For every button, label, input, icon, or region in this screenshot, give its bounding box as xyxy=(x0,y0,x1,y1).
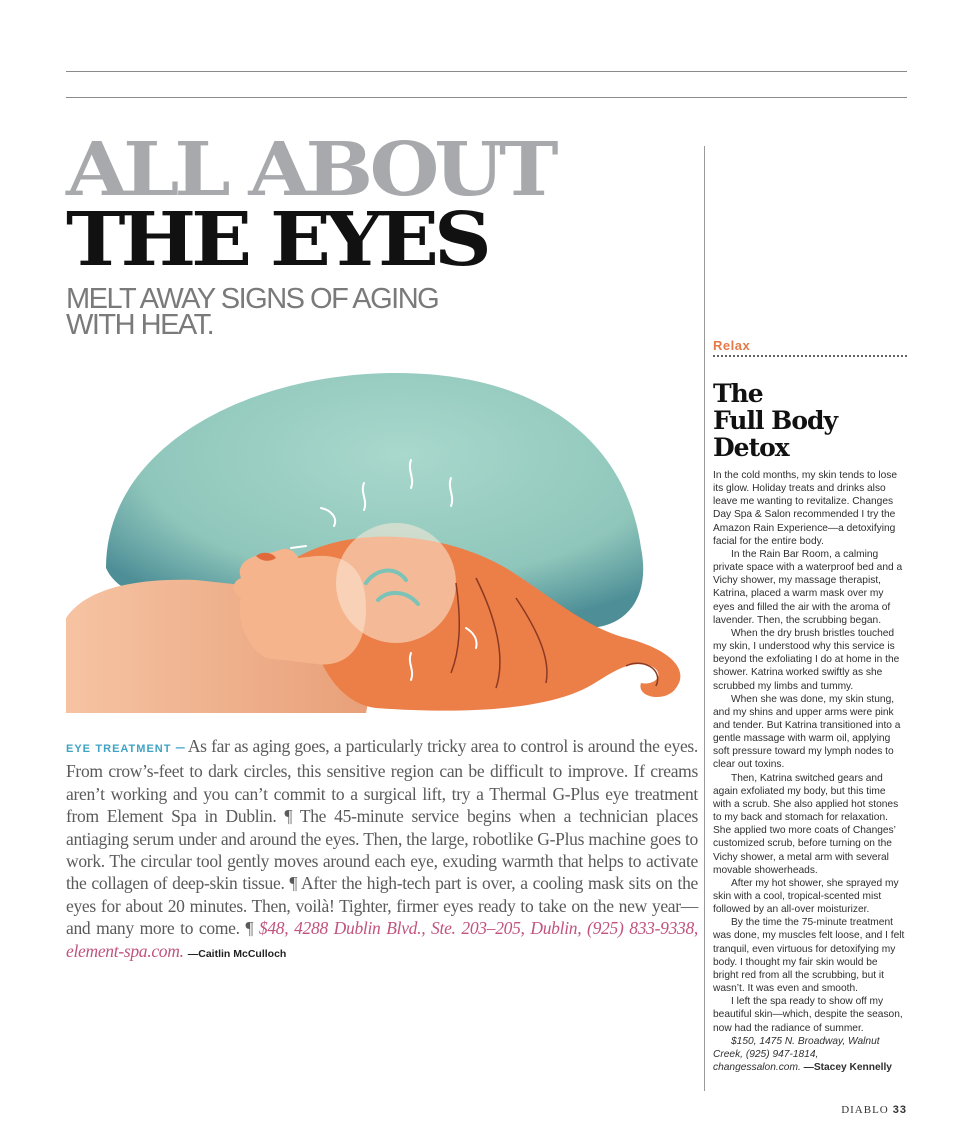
glow-circle xyxy=(336,523,456,643)
folio-page-number: 33 xyxy=(892,1104,907,1116)
dek-line-2: WITH HEAT. xyxy=(66,309,214,341)
sidebar-title xyxy=(713,380,837,461)
feature-body: As far as aging goes, a particularly tricky area to control is around the eyes. From crow’s-feet to dark circles, this sensitive region can be difficult to improve. If creams aren’t working and you can’t commit to a surgical lift, try a Thermal G-Plus eye treatment from Element Spa in Dublin. ¶ The 45-minute service begins when a technician places antiaging serum under and around the eyes. Then, the large, robotlike G-Plus machine goes to work. The circular tool gently moves around each eye, exuding warmth that helps to activate the collagen of deep-skin tissue. ¶ After the high-tech part is over, a cooling mask sits on the eyes for about 20 minutes. Then, voilà! Tighter, firmer eyes ready to take on the new year—and many more to come. ¶ xyxy=(66,736,698,939)
feature-article-text xyxy=(66,735,698,965)
sidebar-info: $150, 1475 N. Broadway, Walnut Creek, (925) 947-1814, changessalon.com. xyxy=(713,1035,880,1074)
sidebar-byline: —Stacey Kennelly xyxy=(803,1062,892,1074)
page-folio xyxy=(841,1104,907,1116)
feature-kicker-dash: – xyxy=(175,736,185,756)
headline-line-1: ALL ABOUT xyxy=(66,125,554,213)
sidebar-paragraph: By the time the 75-minute treatment was done, my muscles felt loose, and I felt tranquil, even virtuous for detoxifying my body. I thought my fair skin would be bright red from all the scrubbing, but it wasn’t. It was even and smooth. xyxy=(713,917,905,995)
headline-line-2: THE EYES xyxy=(66,195,487,283)
sidebar-title-line-1: The xyxy=(713,379,763,408)
sidebar-section-label: Relax xyxy=(713,338,751,353)
sidebar-paragraph: When she was done, my skin stung, and my shins and upper arms were pink and tender. But Katrina transitioned into a gentle massage with warm oil, applying soft pressure toward my lymph nodes to clear out toxins. xyxy=(713,693,901,771)
sidebar-paragraph: Then, Katrina switched gears and again exfoliated my body, but this time with a scrub. She also applied hot stones to my back and stomach for relaxation. She applied two more coats of Changes’ customized scrub, before turning on the Vichy shower, a metal arm with several movable showerheads. xyxy=(713,772,899,876)
sidebar-title-line-3: Detox xyxy=(713,433,789,462)
sidebar-title-line-2: Full Body xyxy=(713,406,837,435)
sidebar-dotted-rule xyxy=(713,355,907,357)
feature-byline: —Caitlin McCulloch xyxy=(187,947,287,960)
sidebar-article-text xyxy=(713,469,905,1074)
column-divider xyxy=(704,146,705,1091)
sidebar-paragraph: When the dry brush bristles touched my skin, I understood why this service is beyond the exfoliating I do at home in the shower. Katrina worked swiftly as she scrubbed my limbs and tummy. xyxy=(713,627,900,692)
reclining-woman-illustration xyxy=(66,368,697,718)
sidebar-info-paragraph xyxy=(713,1035,905,1074)
sidebar-paragraph: In the Rain Bar Room, a calming private space with a waterproof bed and a Vichy shower, my massage therapist, Katrina, placed a warm mask over my eyes and filled the air with the aroma of lavender. Then, the scrubbing began. xyxy=(713,548,903,626)
sidebar-paragraph: After my hot shower, she sprayed my skin with a cool, tropical-scented mist followed by an all-over moisturizer. xyxy=(713,877,899,916)
sidebar-paragraph: In the cold months, my skin tends to lose its glow. Holiday treats and drinks also leave me wanting to revitalize. Changes Day Spa & Salon recommended I try the Amazon Rain Experience—a detoxifying facial for the entire body. xyxy=(713,470,898,547)
top-rule-1 xyxy=(66,71,907,72)
sidebar-paragraph: I left the spa ready to show off my beautiful skin—which, despite the season, now had the radiance of summer. xyxy=(713,996,903,1034)
folio-magazine: DIABLO xyxy=(841,1104,889,1116)
feature-kicker: EYE TREATMENT xyxy=(66,743,172,755)
top-rule-2 xyxy=(66,97,907,98)
feature-info: $48, 4288 Dublin Blvd., Ste. 203–205, Dublin, (925) 833-9338, element-spa.com. xyxy=(66,918,698,961)
dek-line-1: MELT AWAY SIGNS OF AGING xyxy=(66,283,439,315)
headline-dek xyxy=(66,283,439,341)
